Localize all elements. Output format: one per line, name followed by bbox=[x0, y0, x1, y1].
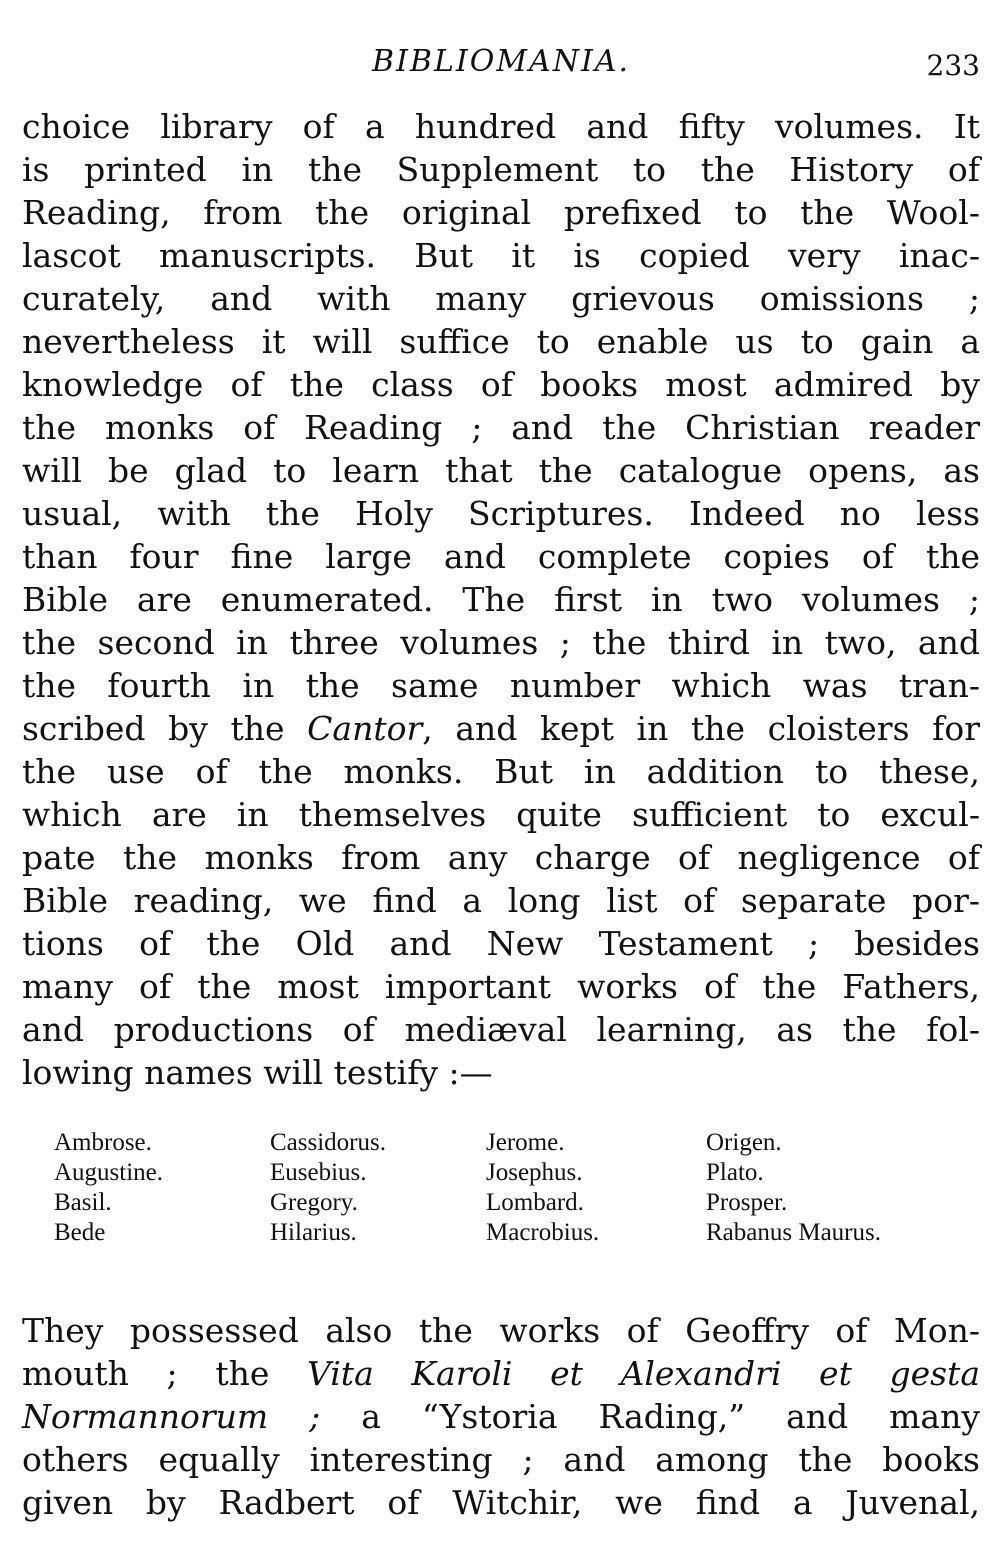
text-line: will be glad to learn that the catalogue opens, as bbox=[22, 451, 980, 490]
text-line bbox=[22, 1353, 980, 1395]
text-line: They possessed also the works of Geoffry of Mon- bbox=[22, 1311, 980, 1350]
author-name: Origen. bbox=[706, 1129, 782, 1156]
authors-column bbox=[54, 1128, 163, 1248]
text-line: knowledge of the class of books most admired by bbox=[22, 365, 980, 404]
author-name: Basil. bbox=[54, 1189, 112, 1216]
author-name: Macrobius. bbox=[486, 1219, 600, 1246]
text-line: Reading, from the original prefixed to the Wool- bbox=[22, 193, 980, 232]
text-line: lowing names will testify :— bbox=[22, 1053, 493, 1092]
author-name: Eusebius. bbox=[270, 1159, 367, 1186]
text-line: than four fine large and complete copies of the bbox=[22, 537, 980, 576]
italic-title: Vita Karoli et Alexandri et gesta bbox=[307, 1354, 981, 1393]
author-name: Ambrose. bbox=[54, 1129, 152, 1156]
authors-column bbox=[270, 1128, 386, 1248]
text-line: the second in three volumes ; the third in two, and bbox=[22, 623, 980, 662]
text-line: usual, with the Holy Scriptures. Indeed no less bbox=[22, 494, 980, 533]
author-name: Gregory. bbox=[270, 1189, 358, 1216]
author-name: Plato. bbox=[706, 1159, 764, 1186]
text-line: which are in themselves quite sufficient to excul- bbox=[22, 795, 980, 834]
author-name: Prosper. bbox=[706, 1189, 788, 1216]
text-line: Bible reading, we find a long list of separate por- bbox=[22, 881, 980, 920]
text-line: given by Radbert of Witchir, we find a Juvenal, bbox=[22, 1483, 980, 1522]
text-line: nevertheless it will suffice to enable us to gain a bbox=[22, 322, 980, 361]
text-segment: a “Ystoria Rading,” and many bbox=[320, 1397, 980, 1436]
text-segment: mouth ; the bbox=[22, 1354, 307, 1393]
authors-column bbox=[706, 1128, 881, 1248]
author-name: Josephus. bbox=[486, 1159, 583, 1186]
text-line: curately, and with many grievous omissions ; bbox=[22, 279, 980, 318]
text-line: and productions of mediæval learning, as the fol- bbox=[22, 1010, 980, 1049]
running-head bbox=[22, 40, 980, 90]
text-line: Bible are enumerated. The first in two volumes ; bbox=[22, 580, 980, 619]
text-line: choice library of a hundred and fifty volumes. It bbox=[22, 107, 980, 146]
author-name: Lombard. bbox=[486, 1189, 584, 1216]
text-segment: , and kept in the cloisters for bbox=[422, 709, 980, 748]
text-line: is printed in the Supplement to the History of bbox=[22, 150, 980, 189]
author-name: Cassidorus. bbox=[270, 1129, 386, 1156]
text-line: many of the most important works of the Fathers, bbox=[22, 967, 980, 1006]
italic-title: Normannorum ; bbox=[22, 1397, 321, 1436]
text-line: pate the monks from any charge of negligence of bbox=[22, 838, 980, 877]
author-name: Augustine. bbox=[54, 1159, 164, 1186]
text-line: tions of the Old and New Testament ; besides bbox=[22, 924, 980, 963]
text-line: the use of the monks. But in addition to these, bbox=[22, 752, 980, 791]
running-title: BIBLIOMANIA. bbox=[372, 44, 630, 79]
author-name: Hilarius. bbox=[270, 1219, 357, 1246]
text-segment: scribed by the bbox=[22, 709, 308, 748]
author-name: Bede bbox=[54, 1219, 106, 1246]
text-line: lascot manuscripts. But it is copied very inac- bbox=[22, 236, 980, 275]
author-name: Rabanus Maurus. bbox=[706, 1219, 881, 1246]
text-line: others equally interesting ; and among the books bbox=[22, 1440, 980, 1479]
author-name: Jerome. bbox=[486, 1129, 565, 1156]
page-number: 233 bbox=[926, 49, 980, 82]
text-line bbox=[22, 1396, 980, 1438]
italic-term: Cantor bbox=[307, 709, 423, 748]
authors-column bbox=[486, 1128, 599, 1248]
text-line: the monks of Reading ; and the Christian reader bbox=[22, 408, 980, 447]
text-line: the fourth in the same number which was tran- bbox=[22, 666, 980, 705]
text-line bbox=[22, 708, 980, 750]
